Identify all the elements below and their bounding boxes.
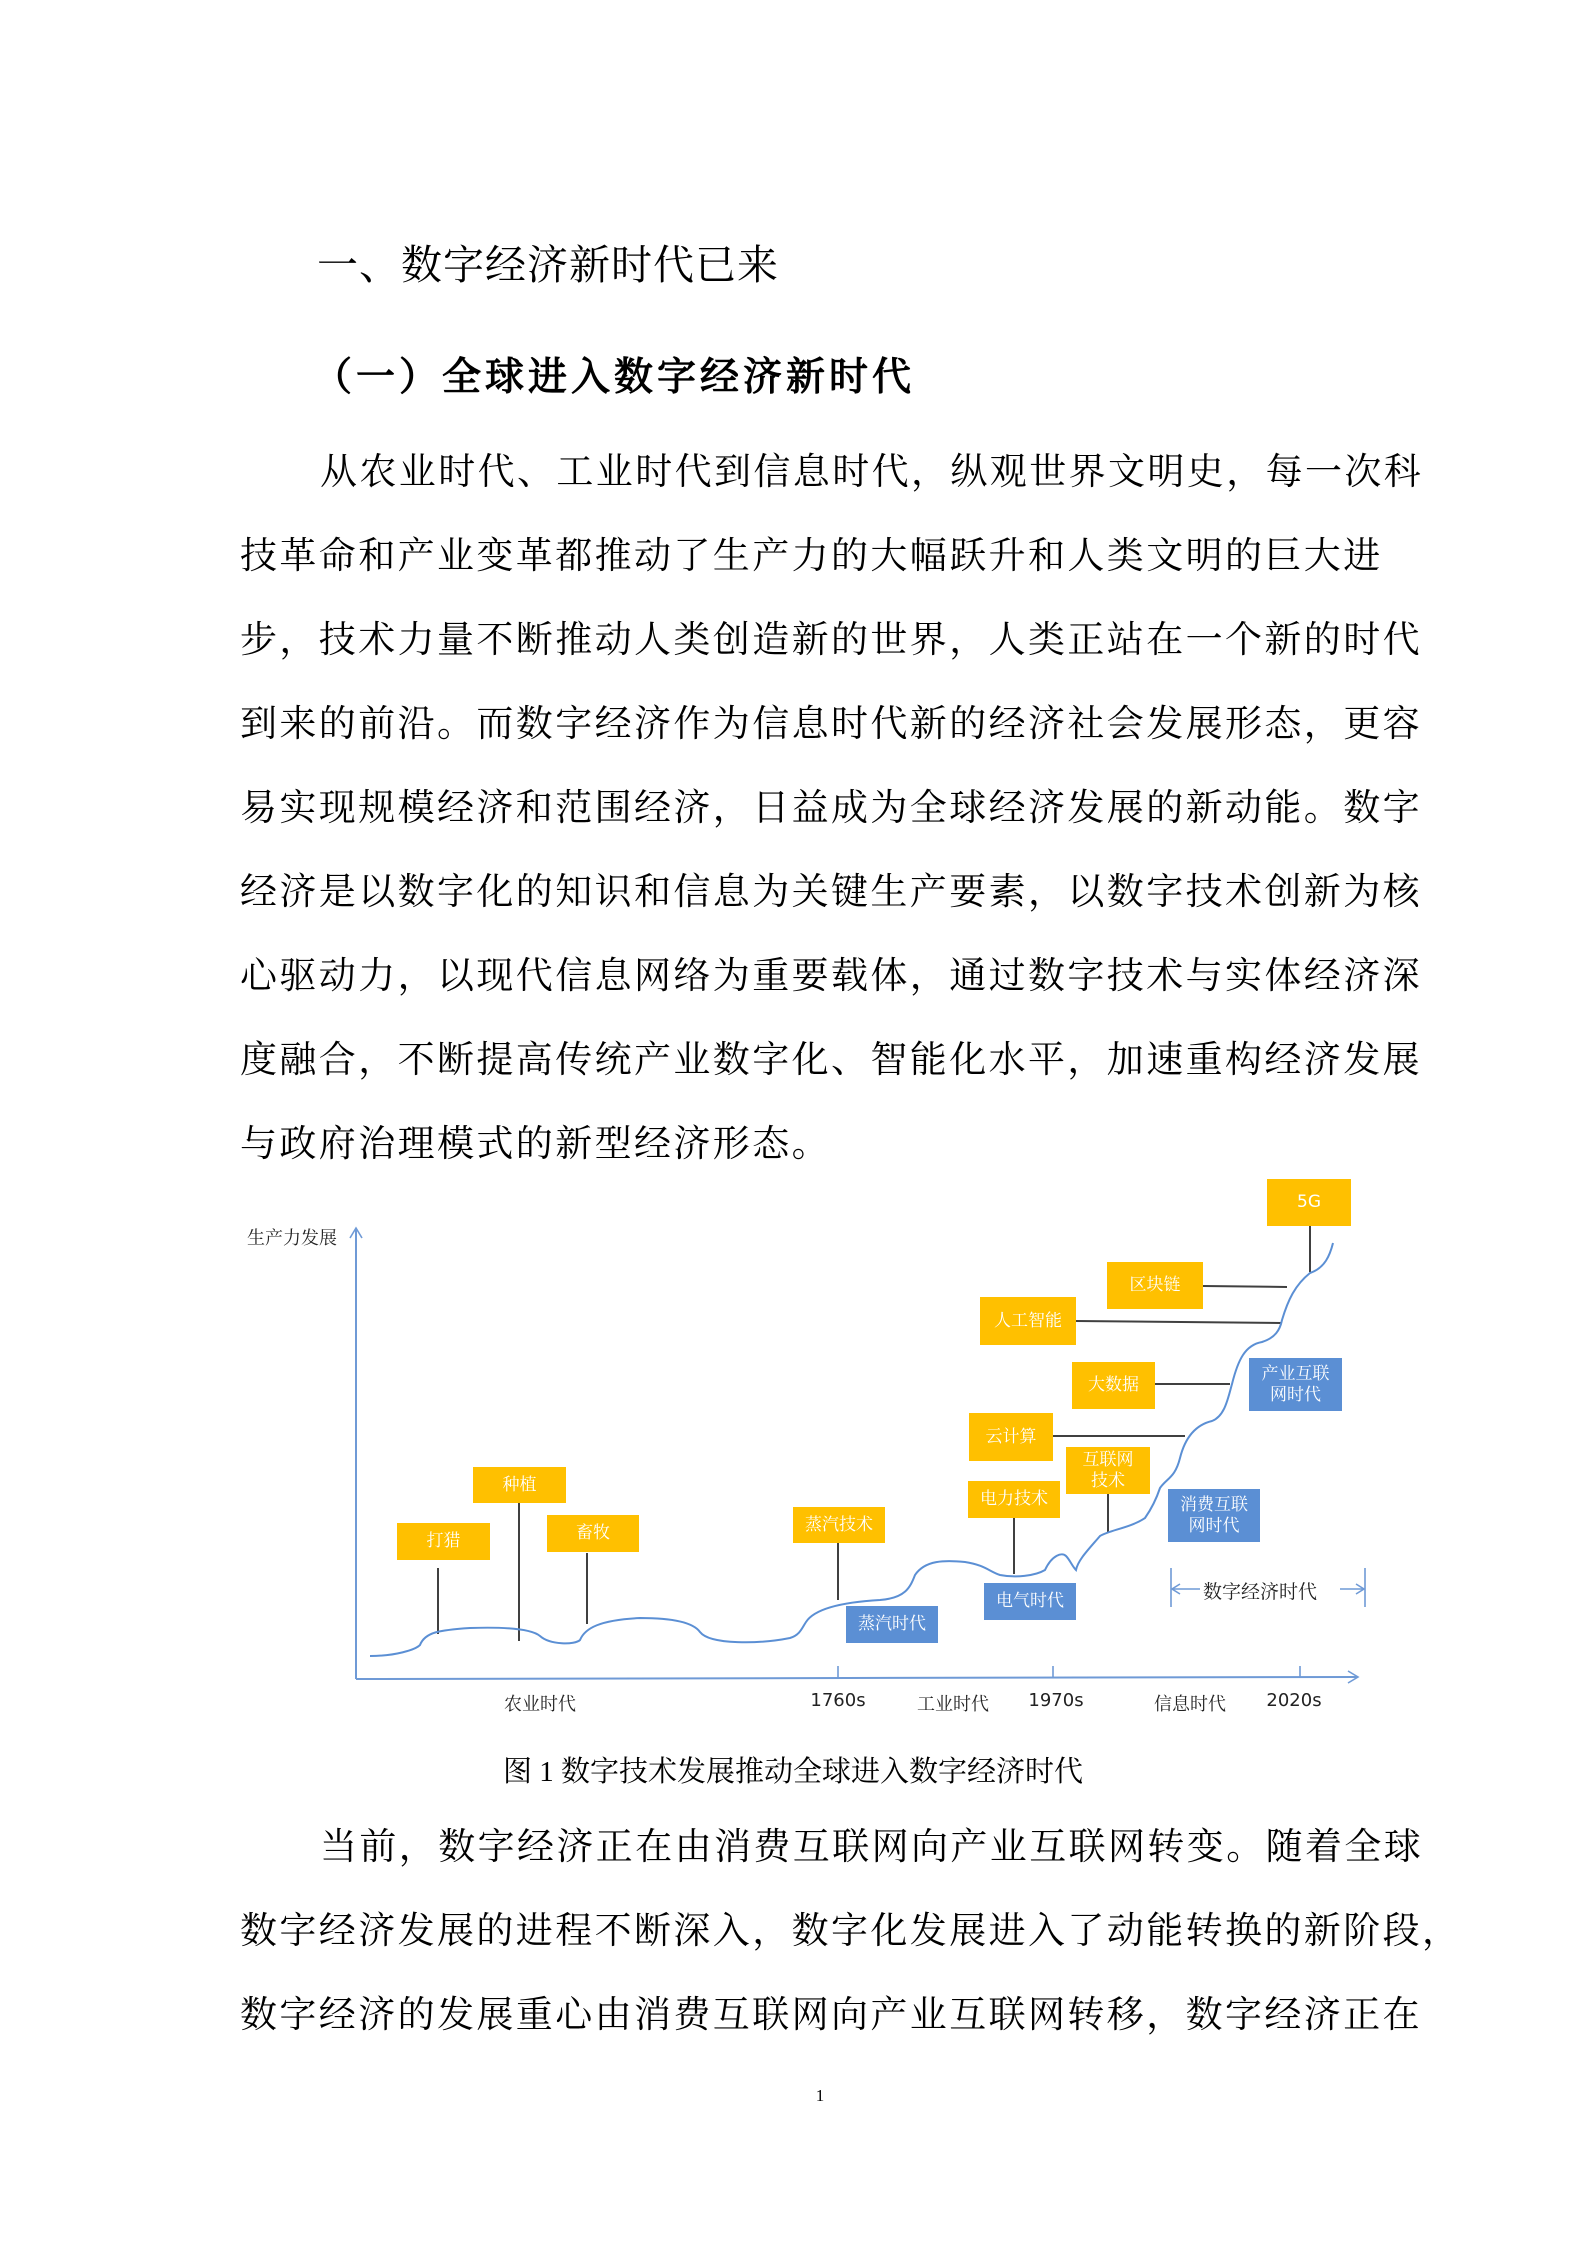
section-heading: 一、数字经济新时代已来: [317, 241, 779, 289]
tag-steam-era: 蒸汽时代: [846, 1606, 938, 1643]
digital-economy-span-label: 数字经济时代: [1203, 1581, 1318, 1603]
x-label-industrial-era: 工业时代: [917, 1694, 989, 1715]
x-label-1760s: 1760s: [810, 1690, 866, 1711]
tag-big-data: 大数据: [1072, 1362, 1155, 1409]
tag-5g: 5G: [1267, 1179, 1351, 1226]
tag-electric-era: 电气时代: [984, 1583, 1076, 1620]
paragraph-line: 与政府治理模式的新型经济形态。: [240, 1122, 831, 1165]
paragraph-line: 当前，数字经济正在由消费互联网向产业互联网转变。随着全球: [320, 1825, 1424, 1868]
tag-planting: 种植: [473, 1467, 566, 1503]
tag-ai: 人工智能: [980, 1297, 1076, 1345]
x-label-info-era: 信息时代: [1154, 1694, 1226, 1715]
tag-blockchain: 区块链: [1107, 1262, 1203, 1309]
x-axis: [356, 1677, 1358, 1679]
tag-cloud-computing: 云计算: [969, 1413, 1053, 1461]
tag-steam-tech: 蒸汽技术: [793, 1507, 885, 1543]
tag-consumer-internet-era: 消费互联 网时代: [1168, 1489, 1260, 1542]
tag-power-tech: 电力技术: [968, 1481, 1060, 1518]
page-number: 1: [815, 2086, 825, 2105]
subsection-heading: （一）全球进入数字经济新时代: [313, 354, 916, 400]
paragraph-line: 度融合，不断提高传统产业数字化、智能化水平，加速重构经济发展: [240, 1038, 1422, 1081]
paragraph-line: 数字经济的发展重心由消费互联网向产业互联网转移，数字经济正在: [240, 1993, 1422, 2036]
tag-hunting: 打猎: [397, 1523, 490, 1560]
x-label-1970s: 1970s: [1028, 1690, 1084, 1711]
paragraph-line: 易实现规模经济和范围经济，日益成为全球经济发展的新动能。数字: [240, 786, 1422, 829]
tag-internet-tech: 互联网 技术: [1066, 1447, 1150, 1494]
paragraph-line: 从农业时代、工业时代到信息时代，纵观世界文明史，每一次科: [320, 450, 1424, 493]
x-label-2020s: 2020s: [1266, 1690, 1322, 1711]
x-label-agri-era: 农业时代: [504, 1694, 576, 1715]
paragraph-line: 技革命和产业变革都推动了生产力的大幅跃升和人类文明的巨大进: [240, 534, 1383, 577]
paragraph-line: 数字经济发展的进程不断深入，数字化发展进入了动能转换的新阶段，: [240, 1909, 1462, 1952]
paragraph-line: 经济是以数字化的知识和信息为关键生产要素，以数字技术创新为核: [240, 870, 1422, 913]
figure-caption: 图 1 数字技术发展推动全球进入数字经济时代: [502, 1756, 1083, 1788]
paragraph-line: 心驱动力，以现代信息网络为重要载体，通过数字技术与实体经济深: [240, 954, 1422, 997]
paragraph-line: 步，技术力量不断推动人类创造新的世界，人类正站在一个新的时代: [240, 618, 1422, 661]
tag-industrial-internet-era: 产业互联 网时代: [1249, 1358, 1342, 1411]
y-axis-label: 生产力发展: [247, 1228, 337, 1249]
paragraph-line: 到来的前沿。而数字经济作为信息时代新的经济社会发展形态，更容: [240, 702, 1422, 745]
tag-herding: 畜牧: [547, 1515, 639, 1552]
